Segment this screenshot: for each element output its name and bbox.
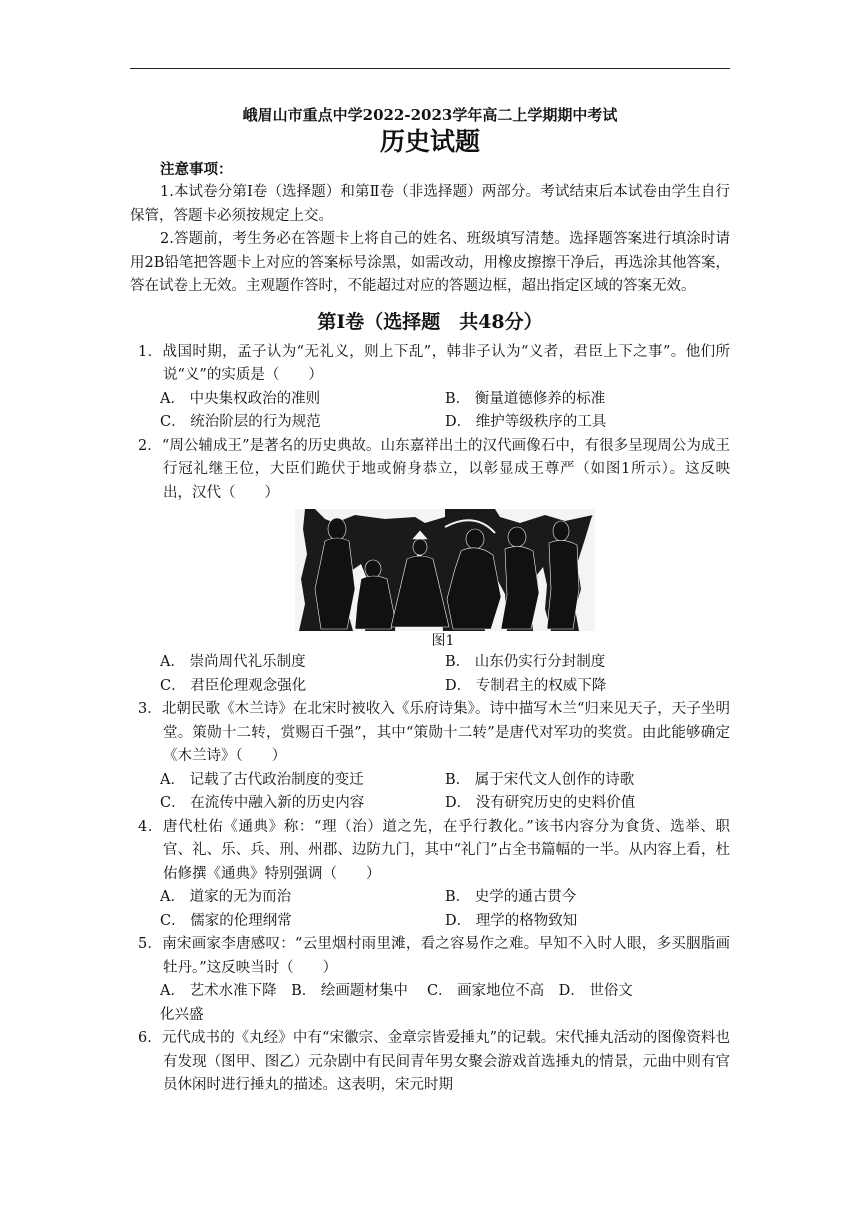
option-a: A． 记载了古代政治制度的变迁 <box>160 771 364 788</box>
exam-page <box>130 104 730 1098</box>
option-a: A． 道家的无为而治 <box>160 889 292 905</box>
option-d: D． 理学的格物致知 <box>445 912 578 929</box>
figure-caption: 图1 <box>431 633 455 649</box>
option-d: D． 没有研究历史的史料价值 <box>445 795 636 811</box>
top-rule <box>130 68 730 69</box>
question-1-options <box>160 388 730 435</box>
option-b: B． 属于宋代文人创作的诗歌 <box>445 771 635 788</box>
option-d: D． 维护等级秩序的工具 <box>445 414 607 430</box>
option-a: A． 崇尚周代礼乐制度 <box>160 654 306 670</box>
notice-item-2: 2.答题前，考生务必在答题卡上将自己的姓名、班级填写清楚。选择题答案进行填涂时请用2B铅笔把答题卡上对应的答案标号涂黑，如需改动，用橡皮擦擦干净后，再选涂其他答案，答在试卷上无效。主观题作答时，不能超过对应的答题边框，超出指定区域的答案无效。 <box>130 231 730 294</box>
subject-title: 历史试题 <box>379 127 480 156</box>
option-b: B． 山东仍实行分封制度 <box>445 654 606 670</box>
question-5 <box>130 933 730 1027</box>
option-c: C． 儒家的伦理纲常 <box>160 912 292 929</box>
question-3-stem: 3．北朝民歌《木兰诗》在北宋时被收入《乐府诗集》。诗中描写木兰“归来见天子，天子坐明堂。策勋十二转，赏赐百千强”，其中“策勋十二转”是唐代对军功的奖赏。由此能够确定《木兰诗》（ ） <box>138 701 730 764</box>
notice-item-1: 1.本试卷分第Ⅰ卷（选择题）和第Ⅱ卷（非选择题）两部分。考试结束后本试卷由学生自行保管，答题卡必须按规定上交。 <box>130 184 730 224</box>
question-2 <box>130 435 730 699</box>
question-1-stem: 1．战国时期，孟子认为“无礼义，则上下乱”，韩非子认为“义者，君臣上下之事”。他们所说“义”的实质是（ ） <box>138 343 730 383</box>
question-4-options <box>160 886 730 933</box>
question-5-options-continued: 化兴盛 <box>160 1006 204 1023</box>
question-6-stem: 6．元代成书的《丸经》中有“宋徽宗、金章宗皆爱捶丸”的记载。宋代捶丸活动的图像资料也有发现（图甲、图乙）元杂剧中有民间青年男女聚会游戏首选捶丸的情景，元曲中则有官员休闲时进行捶丸的描述。这表明，宋元时期 <box>138 1030 730 1093</box>
option-c: C． 君臣伦理观念强化 <box>160 677 307 694</box>
notice-heading: 注意事项： <box>160 161 233 178</box>
question-5-options: A． 艺术水准下降 B． 绘画题材集中 C． 画家地位不高 D． 世俗文 <box>160 983 633 999</box>
question-6 <box>130 1027 730 1098</box>
question-4-stem: 4．唐代杜佑《通典》称：“理（治）道之先，在乎行教化。”该书内容分为食货、选举、职官、礼、乐、兵、刑、州郡、边防九门，其中“礼门”占全书篇幅的一半。从内容上看，杜佑修撰《通典》特别强调（ ） <box>138 818 730 882</box>
option-b: B． 衡量道德修养的标准 <box>445 390 606 407</box>
question-1 <box>130 341 730 435</box>
exam-title: 峨眉山市重点中学2022-2023学年高二上学期期中考试 <box>242 106 618 124</box>
option-a: A． 中央集权政治的准则 <box>160 390 321 407</box>
option-c: C． 在流传中融入新的历史内容 <box>160 795 365 811</box>
section-title: 第Ⅰ卷（选择题 共48分） <box>317 310 543 333</box>
question-5-stem: 5．南宋画家李唐感叹：“云里烟村雨里滩，看之容易作之难。早知不入时人眼，多买胭脂画牡丹。”这反映当时（ ） <box>138 936 730 976</box>
option-c: C． 统治阶层的行为规范 <box>160 414 321 430</box>
option-b: B． 史学的通古贯今 <box>445 889 577 905</box>
question-2-stem: 2．“周公辅成王”是著名的历史典故。山东嘉祥出土的汉代画像石中，有很多呈现周公为成王行冠礼继王位，大臣们跪伏于地或俯身恭立，以彰显成王尊严（如图1所示）。这反映出，汉代（ ） <box>138 437 730 501</box>
question-2-options <box>160 651 730 698</box>
stone-relief-figure <box>295 509 595 631</box>
question-3 <box>130 698 730 816</box>
question-4 <box>130 816 730 934</box>
question-3-options <box>160 769 730 816</box>
option-d: D． 专制君主的权威下降 <box>445 677 607 694</box>
